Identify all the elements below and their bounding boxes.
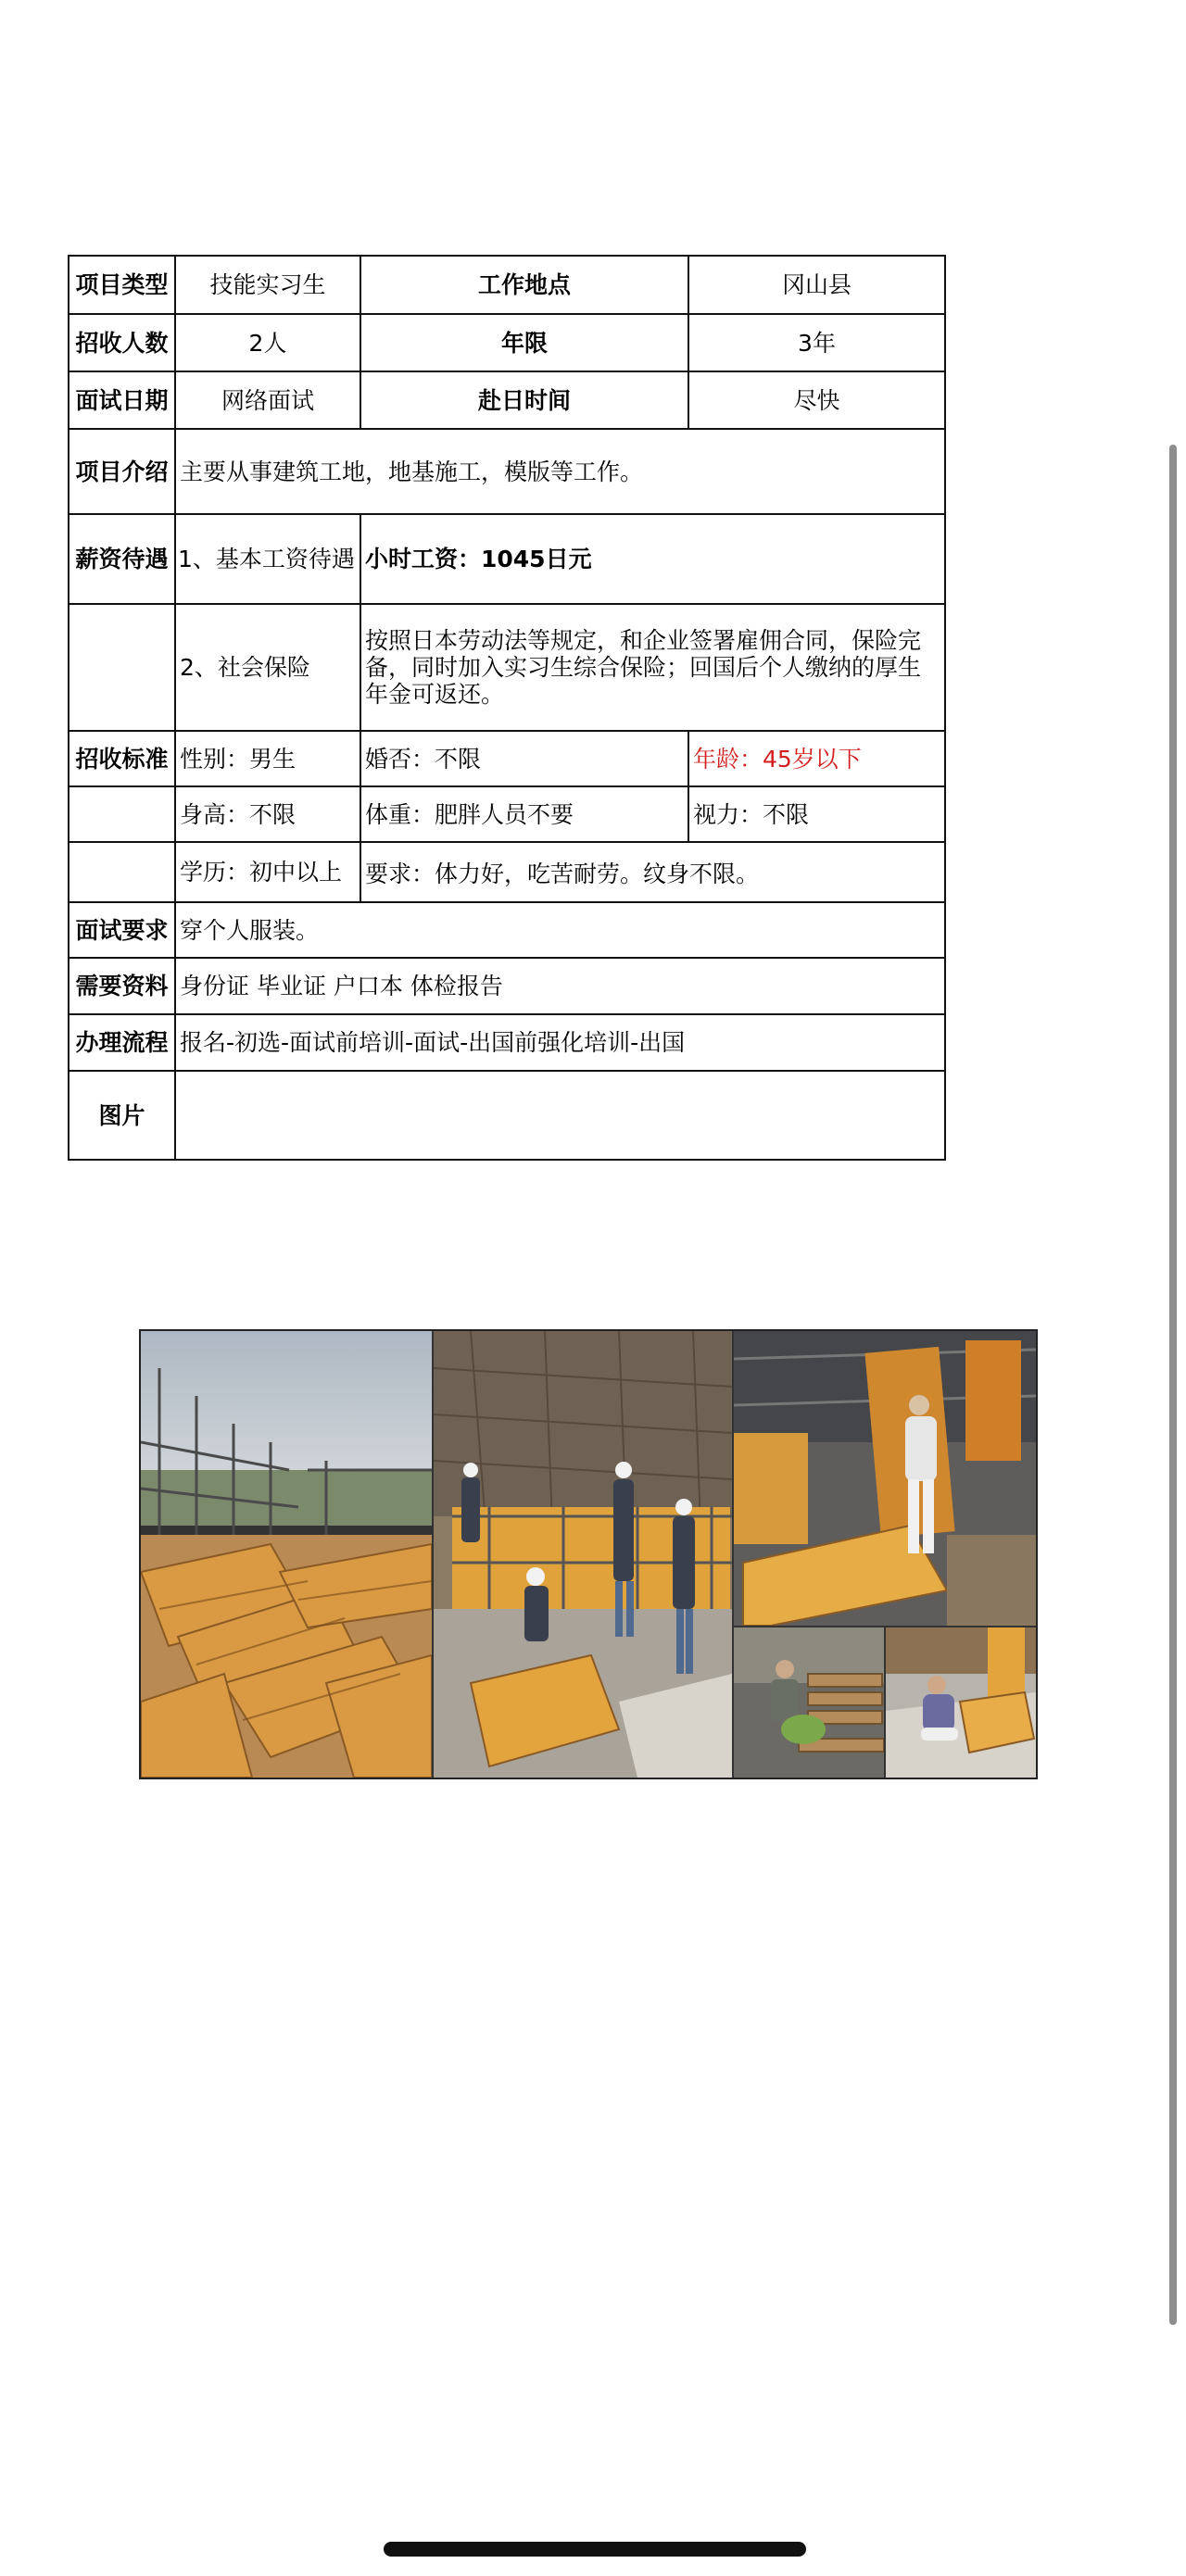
photo-collage (139, 1329, 1038, 1779)
requirements-value: 要求：体力好，吃苦耐劳。纹身不限。 (360, 842, 945, 902)
documents-label: 需要资料 (69, 958, 175, 1014)
salary-label: 薪资待遇 (69, 514, 175, 604)
salary-empty-cell (69, 604, 175, 731)
pictures-empty-cell (175, 1071, 945, 1160)
term-value: 3年 (688, 314, 945, 371)
standards-label: 招收标准 (69, 731, 175, 786)
education-value: 学历：初中以上 (175, 842, 360, 902)
age-value: 年龄：45岁以下 (688, 731, 945, 786)
insurance-label: 2、社会保险 (175, 604, 360, 731)
stacked-formwork-photo (141, 1331, 432, 1778)
departure-time-value: 尽快 (688, 371, 945, 429)
recruitment-info-table (68, 255, 946, 1161)
project-type-label: 项目类型 (69, 256, 175, 314)
marital-value: 婚否：不限 (360, 731, 688, 786)
height-value: 身高：不限 (175, 786, 360, 842)
vision-value: 视力：不限 (688, 786, 945, 842)
interview-date-value: 网络面试 (175, 371, 360, 429)
salary-basic-label: 1、基本工资待遇 (175, 514, 360, 604)
workers-formwork-site-photo (434, 1331, 732, 1778)
standards-empty-cell (69, 786, 175, 842)
interview-date-label: 面试日期 (69, 371, 175, 429)
gender-value: 性别：男生 (175, 731, 360, 786)
recruit-count-value: 2人 (175, 314, 360, 371)
salary-basic-value: 小时工资：1045日元 (360, 514, 945, 604)
recruit-count-label: 招收人数 (69, 314, 175, 371)
departure-time-label: 赴日时间 (360, 371, 688, 429)
project-intro-value: 主要从事建筑工地，地基施工，模版等工作。 (175, 429, 945, 514)
interview-req-value: 穿个人服装。 (175, 902, 945, 958)
process-label: 办理流程 (69, 1014, 175, 1071)
worker-kneeling-photo (886, 1627, 1036, 1778)
scrollbar[interactable] (1169, 445, 1177, 2325)
work-location-label: 工作地点 (360, 256, 688, 314)
documents-value: 身份证 毕业证 户口本 体检报告 (175, 958, 945, 1014)
work-location-value: 冈山县 (688, 256, 945, 314)
interview-req-label: 面试要求 (69, 902, 175, 958)
worker-seated-photo (734, 1627, 884, 1778)
insurance-value: 按照日本劳动法等规定，和企业签署雇佣合同，保险完备，同时加入实习生综合保险；回国后个人缴纳的厚生年金可返还。 (360, 604, 945, 731)
home-indicator[interactable] (384, 2542, 806, 2557)
project-type-value: 技能实习生 (175, 256, 360, 314)
project-intro-label: 项目介绍 (69, 429, 175, 514)
standards-empty-cell-2 (69, 842, 175, 902)
pictures-label: 图片 (69, 1071, 175, 1160)
weight-value: 体重：肥胖人员不要 (360, 786, 688, 842)
workshop-formwork-photo (734, 1331, 1036, 1626)
term-label: 年限 (360, 314, 688, 371)
process-value: 报名-初选-面试前培训-面试-出国前强化培训-出国 (175, 1014, 945, 1071)
